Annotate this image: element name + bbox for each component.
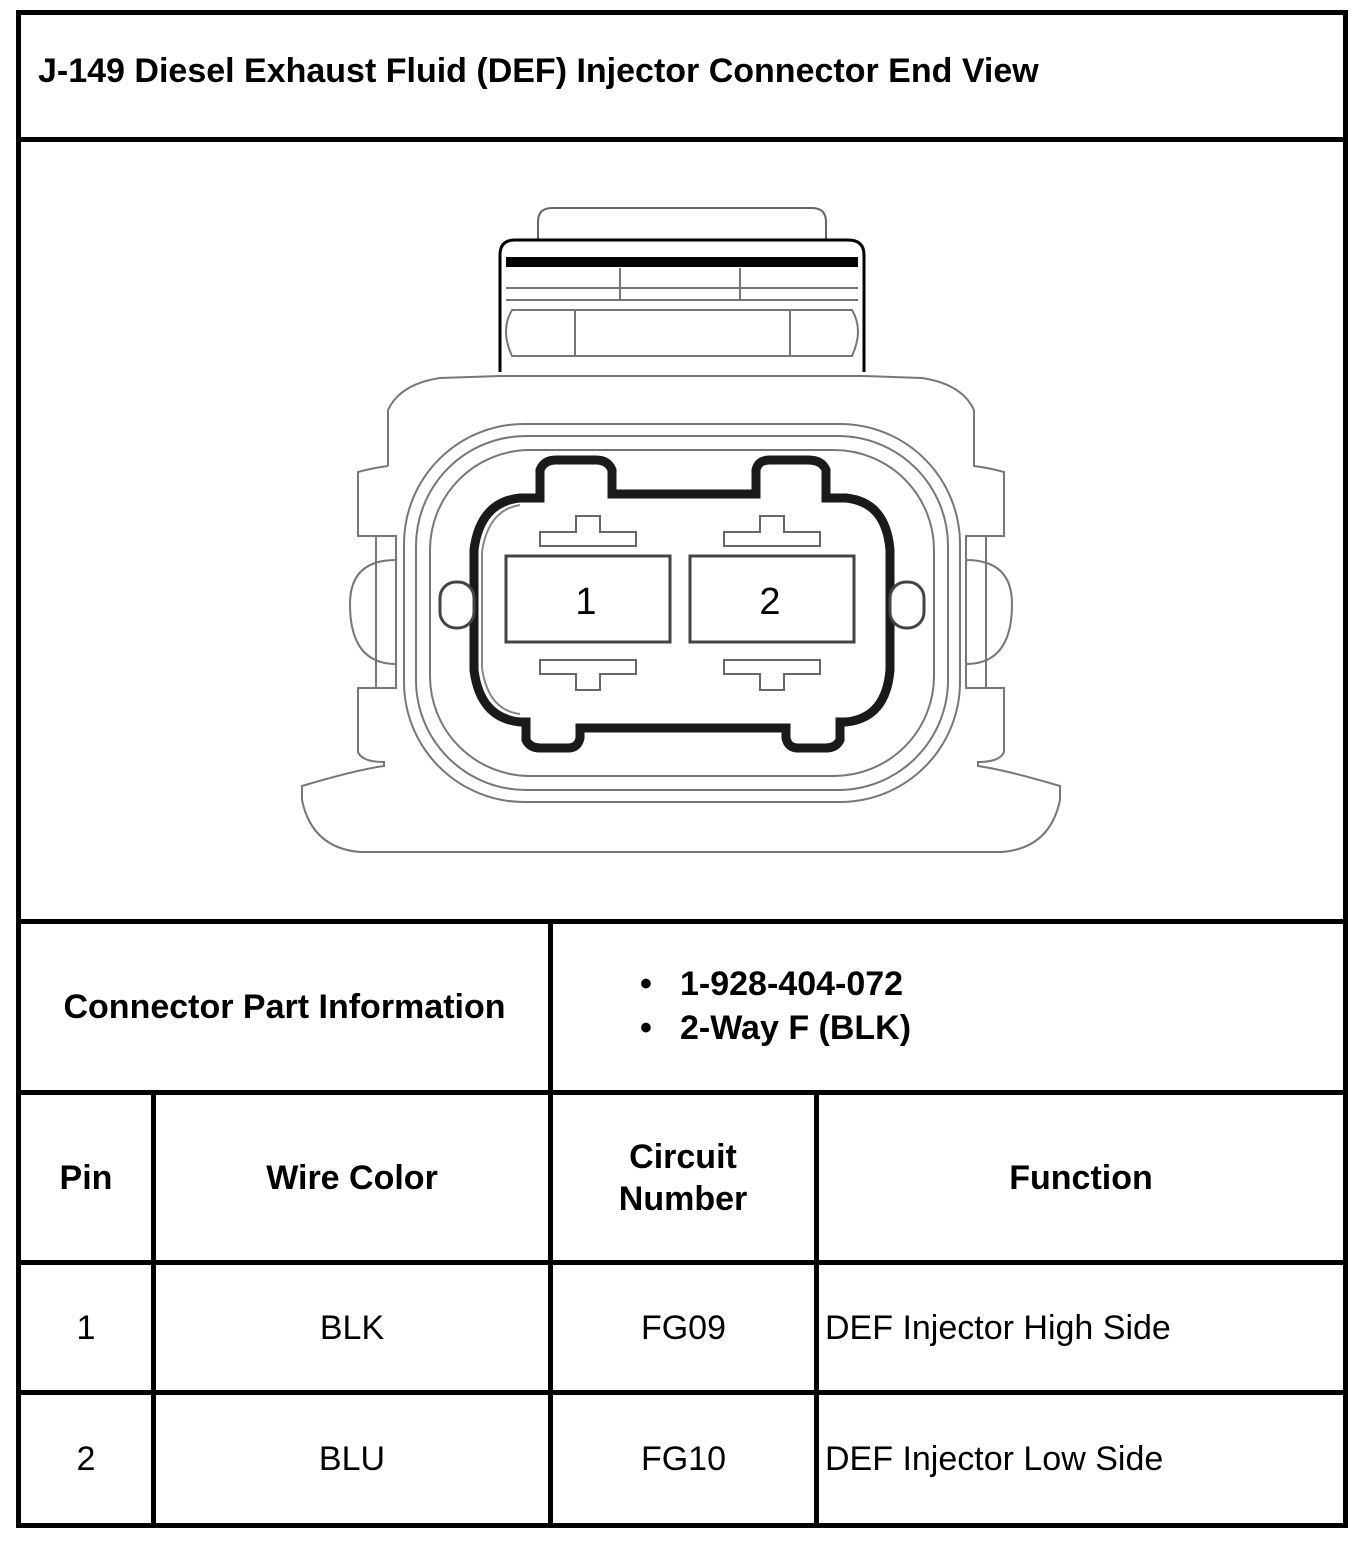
table-row-2-function: DEF Injector Low Side bbox=[825, 1440, 1164, 1478]
connector-part-info-label: Connector Part Information bbox=[63, 988, 506, 1026]
cavity-1-label: 1 bbox=[575, 581, 597, 623]
title-divider bbox=[16, 137, 1348, 142]
connector-part-info-list bbox=[640, 962, 911, 1050]
part-info-column-divider bbox=[548, 919, 553, 1090]
cavity-2-label: 2 bbox=[759, 581, 781, 623]
table-row-2-pin: 2 bbox=[76, 1440, 96, 1478]
table-row-1-function: DEF Injector High Side bbox=[825, 1308, 1171, 1347]
table-row-1-wire-color: BLK bbox=[319, 1308, 385, 1347]
table-row-1-pin: 1 bbox=[76, 1308, 96, 1347]
table-row-1-circuit: FG09 bbox=[640, 1308, 727, 1347]
header-pin: Pin bbox=[59, 1158, 113, 1197]
header-circuit-number: Circuit Number bbox=[618, 1137, 748, 1218]
table-row-2-circuit: FG10 bbox=[640, 1440, 727, 1478]
diagram-divider bbox=[16, 919, 1348, 924]
connector-end-view bbox=[21, 143, 1343, 919]
connector-type: • 2-Way F (BLK) bbox=[640, 1006, 911, 1050]
header-wire-color: Wire Color bbox=[266, 1158, 438, 1197]
table-row-2-wire-color: BLU bbox=[318, 1440, 386, 1478]
part-number: • 1-928-404-072 bbox=[640, 962, 911, 1006]
header-function: Function bbox=[1009, 1158, 1153, 1197]
page-title: J-149 Diesel Exhaust Fluid (DEF) Injector Connector End View bbox=[38, 52, 1039, 90]
